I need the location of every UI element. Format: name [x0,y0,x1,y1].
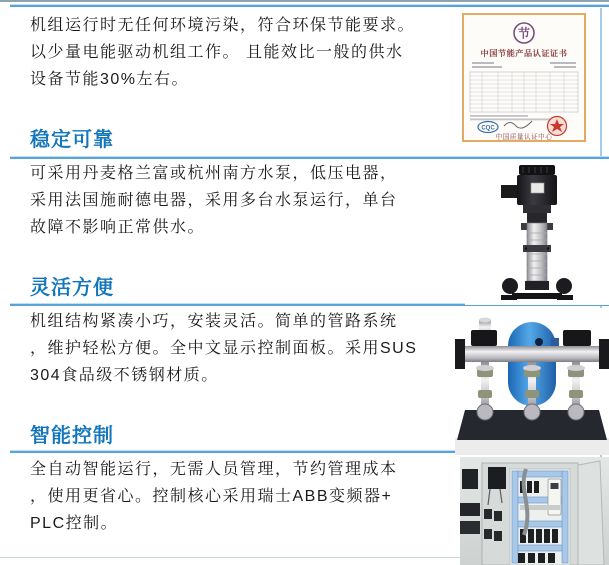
paragraph-line: PLC控制。 [30,515,119,532]
paragraph-line: 以少量电能驱动机组工作。 且能效比一般的供水 [30,44,404,61]
certificate-photo [458,12,590,144]
pump-photo [465,159,609,305]
pump-columns [476,362,585,420]
svg-text:节: 节 [517,26,531,41]
manifold-pipe [461,346,603,362]
certificate-title: 中国节能产品认证证书 [480,49,568,58]
paragraph-line: 故障不影响正常供水。 [30,219,206,236]
paragraph-line: 设备节能30%左右。 [30,71,190,88]
paragraph-line: 机组结构紧凑小巧，安装灵活。简单的管路系统 [30,313,398,330]
paragraph-line: ，维护轻松方便。全中文显示控制面板。采用SUS [30,340,418,357]
booster-unit-image [455,308,609,455]
section-heading-smart: 智能控制 [30,425,114,447]
section-heading-stable: 稳定可靠 [30,129,114,151]
control-cabinet-photo [460,457,609,565]
section-eco-paragraph [30,12,455,93]
paragraph-line: 采用法国施耐德电器，采用多台水泵运行，单台 [30,192,398,209]
paragraph-line: 304食品级不锈钢材质。 [30,367,219,384]
paragraph-line: ，使用更省心。控制核心采用瑞士ABB变频器+ [30,488,393,505]
booster-unit-photo [455,308,609,455]
svg-text:CQC: CQC [481,125,495,132]
red-stamp [548,117,567,136]
section-flexible-paragraph [30,308,455,389]
paragraph-line: 全自动智能运行，无需人员管理，节约管理成本 [30,461,398,478]
cropped-content-remnant [0,0,609,2]
control-cabinet-image [460,457,609,565]
certificate-issuer: 中国质量认证中心 [495,134,553,141]
paragraph-line: 可采用丹麦格兰富或杭州南方水泵，低压电器， [30,165,398,182]
section-smart-paragraph [30,456,455,537]
vertical-pump-image [465,159,609,305]
section-stable-paragraph [30,160,455,241]
top-section-divider [10,4,609,7]
section-heading-flexible: 灵活方便 [30,277,114,299]
paragraph-line: 机组运行时无任何环境污染，符合环保节能要求。 [30,17,416,34]
energy-certificate-image [458,12,590,144]
